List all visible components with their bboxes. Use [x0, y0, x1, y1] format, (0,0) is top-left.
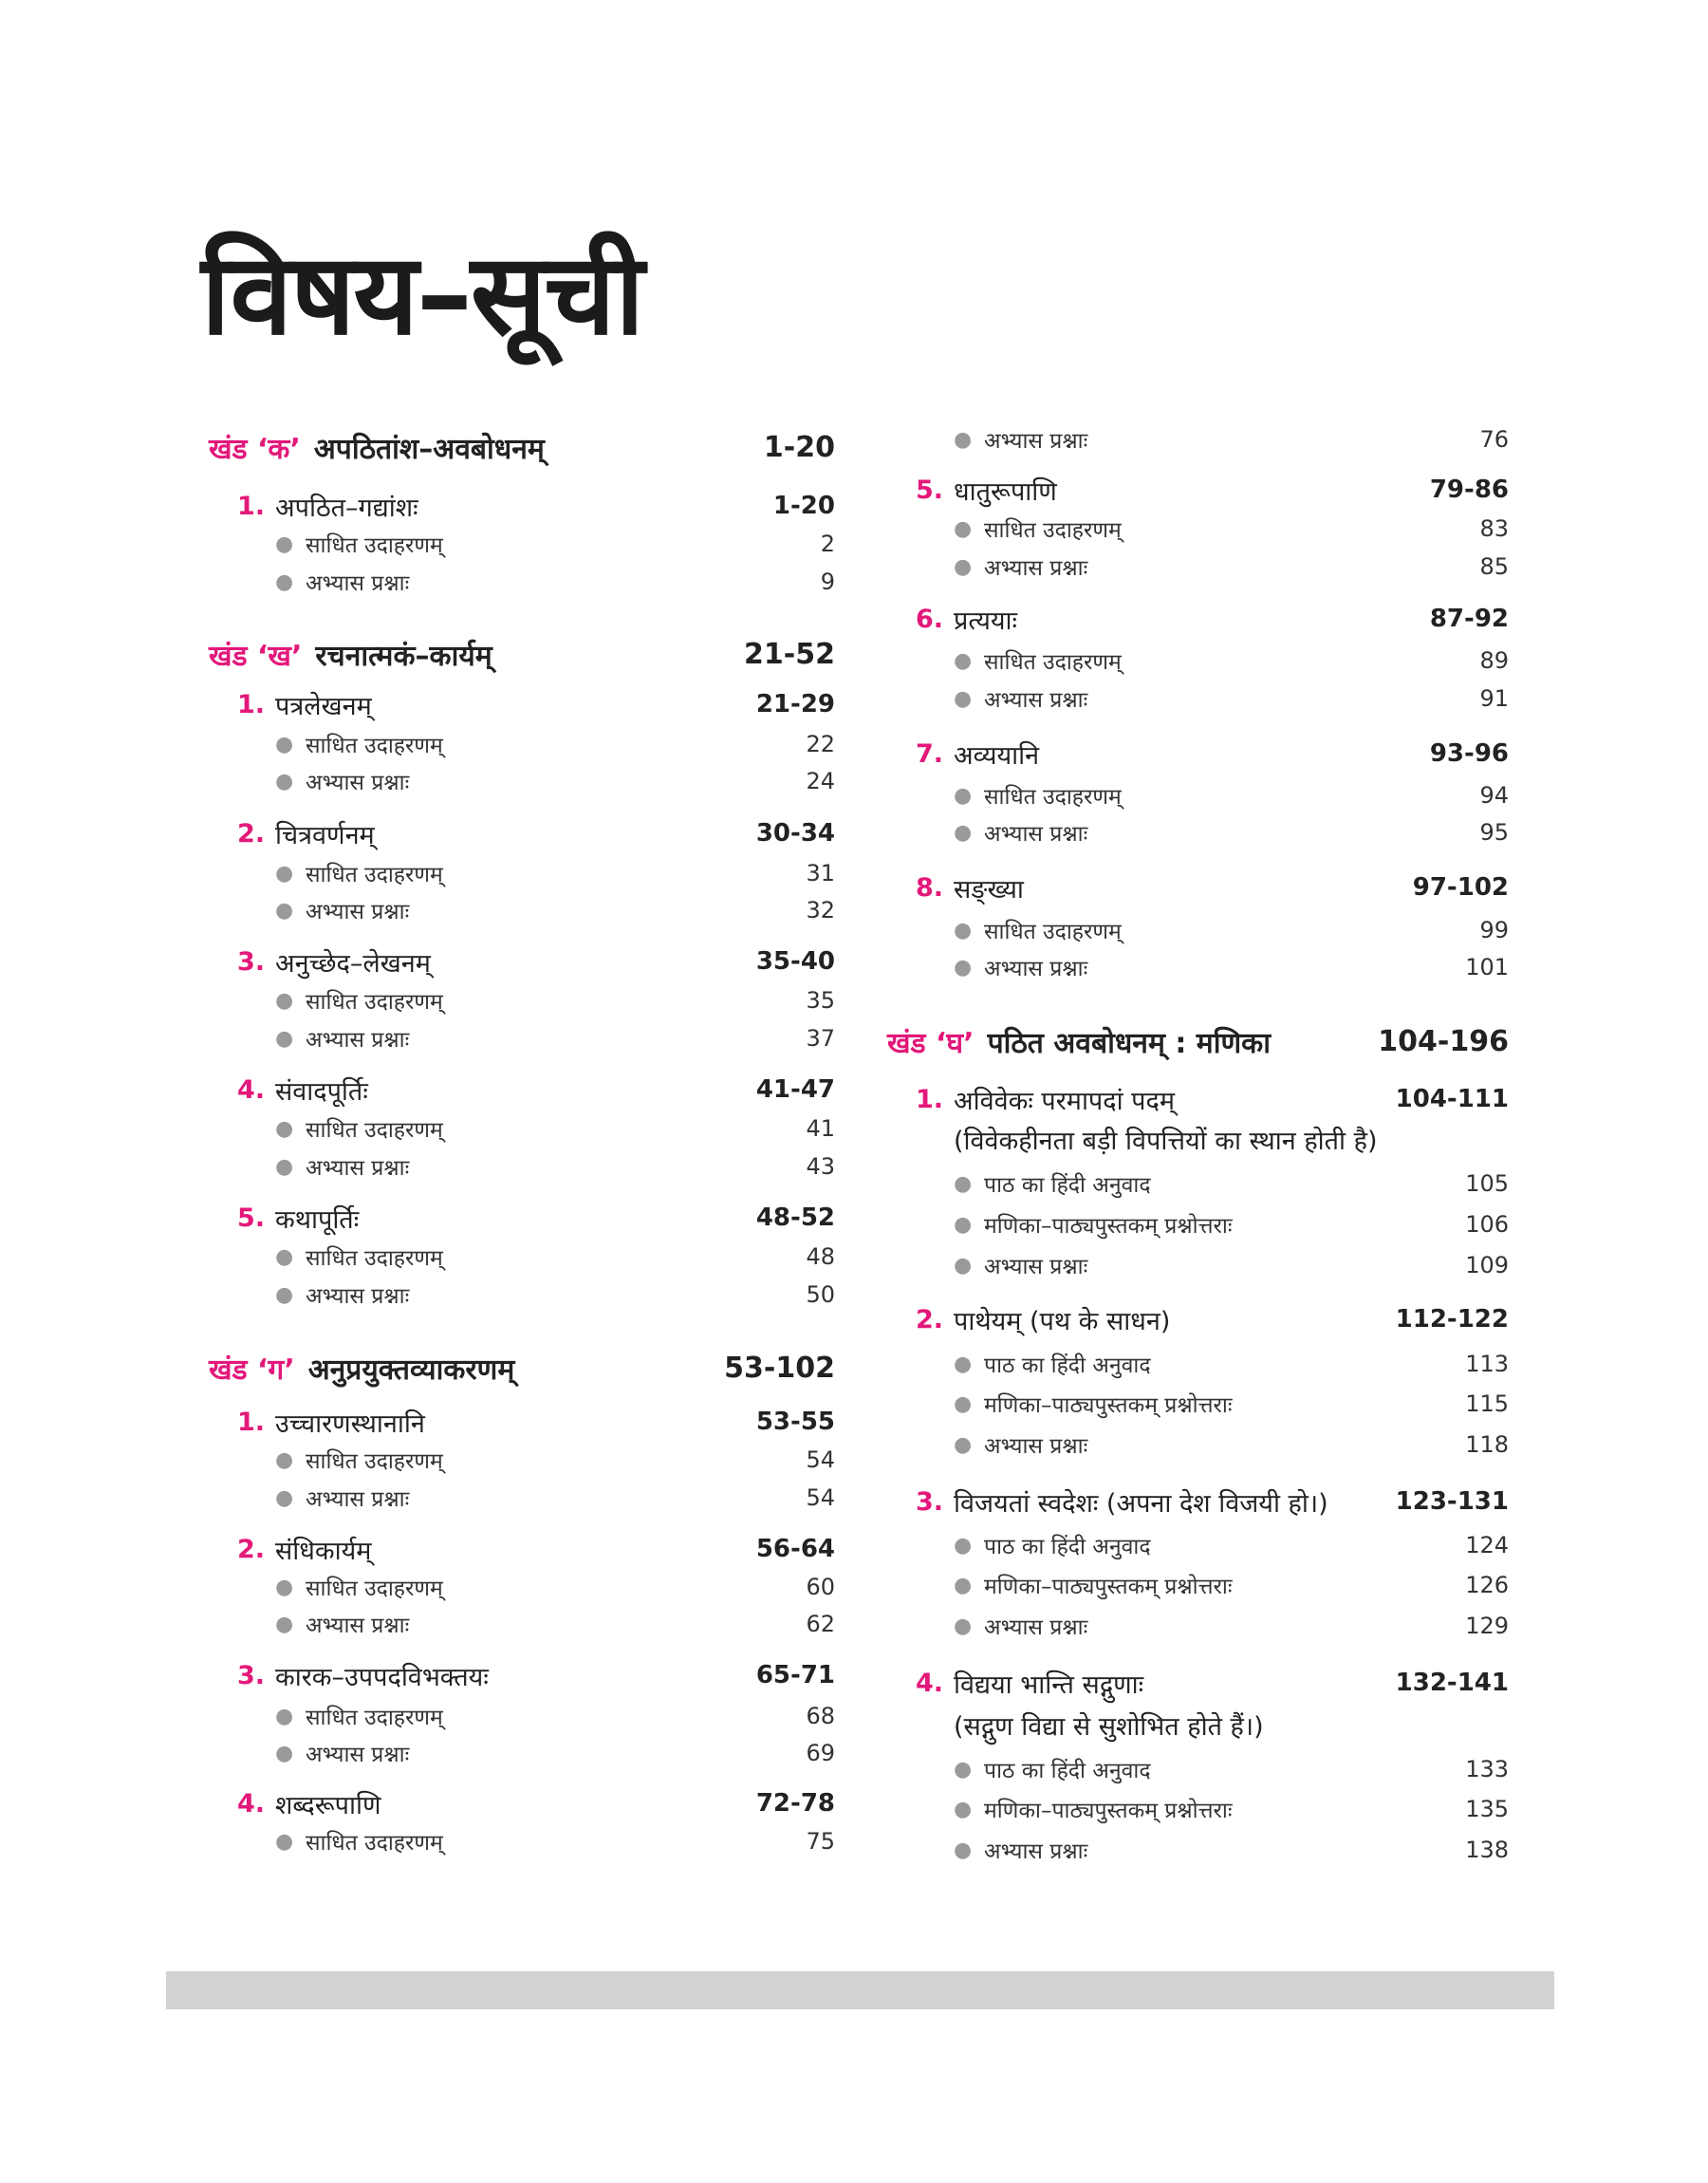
- entry-label: शब्दरूपाणि: [275, 1790, 381, 1820]
- page-number: 72-78: [755, 1789, 835, 1818]
- page-number: 35-40: [755, 947, 835, 976]
- entry-label: (सद्गुण विद्या से सुशोभित होते हैं।): [954, 1711, 1264, 1742]
- page-number: 91: [1479, 685, 1509, 712]
- bullet-icon: ●: [954, 1432, 973, 1457]
- entry-label: अभ्यास प्रश्नाः: [306, 771, 410, 795]
- page-number: 105: [1465, 1170, 1509, 1197]
- bullet-icon: ●: [954, 1573, 973, 1597]
- toc-sub-entry: [275, 1441, 835, 1479]
- entry-label: अभ्यास प्रश्नाः: [984, 1839, 1088, 1864]
- bullet-icon: ●: [954, 1757, 973, 1782]
- page-number: 104-111: [1395, 1085, 1509, 1113]
- page-number: 21-29: [755, 690, 835, 718]
- chapter-number: 7.: [916, 738, 944, 769]
- entry-label: अभ्यास प्रश्नाः: [984, 957, 1088, 981]
- chapter-number: 2.: [237, 1534, 266, 1564]
- entry-label: पाठ का हिंदी अनुवाद: [984, 1759, 1151, 1783]
- entry-label: विद्यया भान्ति सद्गुणाः: [954, 1670, 1144, 1700]
- entry-label: अभ्यास प्रश्नाः: [306, 1743, 410, 1767]
- bullet-icon: ●: [275, 1244, 294, 1269]
- entry-label: कारक–उपपदविभक्तयः: [275, 1662, 489, 1692]
- chapter-number: 2.: [237, 818, 266, 849]
- entry-label: पाथेयम् (पथ के साधन): [954, 1306, 1171, 1336]
- toc-section-heading: [209, 428, 835, 466]
- bullet-icon: ●: [954, 1533, 973, 1558]
- toc-sub-entry: [954, 776, 1509, 814]
- bullet-icon: ●: [954, 955, 973, 980]
- page-number: 21-52: [744, 637, 835, 671]
- toc-chapter-subtitle: [954, 1120, 1509, 1158]
- entry-label: साधित उदाहरणम्: [984, 920, 1122, 944]
- page-number: 104-196: [1378, 1024, 1509, 1058]
- entry-label: अविवेकः परमापदां पदम्: [954, 1086, 1176, 1116]
- toc-chapter-entry: [237, 1784, 835, 1822]
- bullet-icon: ●: [954, 918, 973, 942]
- chapter-number: 5.: [237, 1203, 266, 1233]
- page-number: 62: [806, 1611, 835, 1637]
- bullet-icon: ●: [954, 686, 973, 711]
- page-number: 109: [1465, 1252, 1509, 1278]
- page-number: 69: [806, 1740, 835, 1766]
- page-number: 95: [1479, 819, 1509, 846]
- page-number: 1-20: [763, 430, 835, 464]
- toc-sub-entry: [275, 854, 835, 892]
- toc-sub-entry: [275, 1479, 835, 1517]
- toc-chapter-entry: [916, 1483, 1509, 1521]
- entry-label: अभ्यास प्रश्नाः: [984, 822, 1088, 847]
- bullet-icon: ●: [275, 1447, 294, 1472]
- toc-sub-entry: [954, 1790, 1509, 1828]
- page-number: 118: [1465, 1431, 1509, 1458]
- toc-chapter-entry: [916, 1080, 1509, 1118]
- page-number: 41-47: [755, 1075, 835, 1104]
- toc-sub-entry: [954, 680, 1509, 718]
- entry-label: मणिका–पाठ्यपुस्तकम् प्रश्नोत्तराः: [984, 1214, 1233, 1239]
- page-number: 54: [806, 1446, 835, 1473]
- entry-label: अभ्यास प्रश्नाः: [984, 1434, 1088, 1459]
- page-number: 113: [1465, 1351, 1509, 1377]
- page-number: 31: [806, 860, 835, 886]
- bullet-icon: ●: [275, 1829, 294, 1854]
- entry-label: अभ्यास प्रश्नाः: [306, 1284, 410, 1309]
- page-number: 9: [820, 569, 835, 595]
- toc-sub-entry: [275, 1110, 835, 1147]
- entry-label: अव्ययानि: [954, 740, 1040, 771]
- toc-chapter-entry: [237, 1071, 835, 1109]
- page-number: 41: [806, 1115, 835, 1142]
- toc-sub-entry: [954, 642, 1509, 680]
- bullet-icon: ●: [954, 783, 973, 808]
- page-number: 35: [806, 987, 835, 1014]
- page-number: 53-55: [755, 1408, 835, 1436]
- toc-sub-entry: [954, 548, 1509, 586]
- page-number: 87-92: [1429, 605, 1509, 633]
- entry-label: पत्रलेखनम्: [275, 691, 372, 721]
- toc-sub-entry: [954, 1566, 1509, 1604]
- page-number: 48-52: [755, 1203, 835, 1232]
- page-number: 75: [806, 1828, 835, 1855]
- bullet-icon: ●: [275, 1612, 294, 1636]
- entry-label: कथापूर्तिः: [275, 1204, 360, 1235]
- toc-sub-entry: [954, 1205, 1509, 1243]
- page-number: 76: [1479, 426, 1509, 453]
- toc-sub-entry: [954, 911, 1509, 949]
- toc-chapter-entry: [237, 685, 835, 723]
- entry-label: साधित उदाहरणम्: [306, 990, 443, 1015]
- toc-sub-entry: [954, 948, 1509, 986]
- chapter-number: 3.: [237, 1660, 266, 1690]
- page-number: 32: [806, 897, 835, 924]
- bullet-icon: ●: [954, 1212, 973, 1237]
- page-number: 79-86: [1429, 476, 1509, 504]
- page-number: 99: [1479, 917, 1509, 943]
- toc-sub-entry: [954, 1165, 1509, 1203]
- page-number: 54: [806, 1484, 835, 1511]
- entry-label: साधित उदाहरणम्: [306, 1831, 443, 1856]
- page-number: 93-96: [1429, 739, 1509, 768]
- bullet-icon: ●: [275, 732, 294, 756]
- bullet-icon: ●: [275, 1026, 294, 1051]
- page-number: 126: [1465, 1572, 1509, 1598]
- page-number: 133: [1465, 1756, 1509, 1782]
- toc-sub-entry: [275, 725, 835, 763]
- entry-label: साधित उदाहरणम्: [984, 785, 1122, 810]
- bullet-icon: ●: [954, 820, 973, 845]
- toc-sub-entry: [954, 1246, 1509, 1284]
- section-khand-label: खंड ‘घ’: [887, 1026, 975, 1060]
- entry-label: साधित उदाहरणम्: [306, 1118, 443, 1143]
- bullet-icon: ●: [954, 1797, 973, 1821]
- toc-section-heading: [209, 1349, 835, 1387]
- entry-label: रचनात्मकं–कार्यम्: [315, 639, 492, 673]
- chapter-number: 4.: [916, 1668, 944, 1698]
- page-number: 89: [1479, 647, 1509, 674]
- page-number: 60: [806, 1574, 835, 1600]
- chapter-number: 3.: [916, 1486, 944, 1517]
- toc-sub-entry: [275, 891, 835, 929]
- toc-chapter-entry: [916, 1664, 1509, 1702]
- bullet-icon: ●: [954, 1253, 973, 1278]
- page-number: 132-141: [1395, 1669, 1509, 1697]
- bullet-icon: ●: [275, 1154, 294, 1179]
- page-number: 48: [806, 1243, 835, 1270]
- toc-chapter-entry: [916, 471, 1509, 509]
- toc-sub-entry: [954, 420, 1509, 458]
- chapter-number: 8.: [916, 872, 944, 903]
- entry-label: अभ्यास प्रश्नाः: [984, 1255, 1088, 1279]
- entry-label: अनुच्छेद–लेखनम्: [275, 948, 431, 979]
- bullet-icon: ●: [954, 516, 973, 541]
- toc-chapter-entry: [916, 600, 1509, 638]
- chapter-number: 6.: [916, 604, 944, 634]
- bullet-icon: ●: [954, 1614, 973, 1638]
- entry-label: अभ्यास प्रश्नाः: [984, 1615, 1088, 1640]
- toc-sub-entry: [954, 1526, 1509, 1564]
- chapter-number: 1.: [237, 491, 266, 521]
- entry-label: पाठ का हिंदी अनुवाद: [984, 1535, 1151, 1559]
- page-number: 138: [1465, 1837, 1509, 1863]
- entry-label: अभ्यास प्रश्नाः: [984, 429, 1088, 454]
- toc-sub-entry: [275, 1238, 835, 1276]
- toc-sub-entry: [954, 1345, 1509, 1383]
- toc-chapter-entry: [237, 1530, 835, 1568]
- entry-label: धातुरूपाणि: [954, 476, 1057, 507]
- bullet-icon: ●: [275, 988, 294, 1013]
- page-number: 129: [1465, 1613, 1509, 1639]
- bullet-icon: ●: [954, 648, 973, 673]
- bullet-icon: ●: [954, 1391, 973, 1416]
- toc-sub-entry: [275, 1276, 835, 1314]
- bullet-icon: ●: [275, 532, 294, 556]
- section-khand-label: खंड ‘ग’: [209, 1353, 295, 1387]
- entry-label: साधित उदाहरणम्: [306, 1449, 443, 1474]
- chapter-number: 1.: [916, 1084, 944, 1114]
- bullet-icon: ●: [954, 1171, 973, 1196]
- toc-sub-entry: [954, 1426, 1509, 1464]
- page-number: 37: [806, 1025, 835, 1052]
- entry-label: चित्रवर्णनम्: [275, 820, 375, 850]
- entry-label: अभ्यास प्रश्नाः: [306, 1614, 410, 1638]
- toc-sub-entry: [275, 1147, 835, 1185]
- toc-chapter-entry: [237, 814, 835, 852]
- page-number: 135: [1465, 1796, 1509, 1822]
- page-number: 106: [1465, 1211, 1509, 1238]
- toc-sub-entry: [275, 981, 835, 1019]
- entry-label: साधित उदाहरणम्: [306, 863, 443, 887]
- toc-sub-entry: [275, 563, 835, 601]
- section-khand-label: खंड ‘क’: [209, 432, 301, 466]
- toc-chapter-entry: [916, 1300, 1509, 1338]
- toc-sub-entry: [954, 1607, 1509, 1645]
- entry-label: साधित उदाहरणम्: [984, 650, 1122, 675]
- toc-sub-entry: [275, 525, 835, 563]
- entry-label: पठित अवबोधनम् : मणिका: [987, 1026, 1271, 1060]
- entry-label: मणिका–पाठ्यपुस्तकम् प्रश्नोत्तराः: [984, 1393, 1233, 1418]
- chapter-number: 2.: [916, 1304, 944, 1334]
- entry-label: उच्चारणस्थानानि: [275, 1409, 425, 1439]
- section-khand-label: खंड ‘ख’: [209, 639, 303, 673]
- entry-label: अभ्यास प्रश्नाः: [306, 900, 410, 924]
- page-number: 50: [806, 1281, 835, 1308]
- bullet-icon: ●: [275, 1704, 294, 1728]
- toc-chapter-entry: [916, 868, 1509, 906]
- entry-label: विजयतां स्वदेशः (अपना देश विजयी हो।): [954, 1488, 1328, 1519]
- chapter-number: 1.: [237, 689, 266, 719]
- bullet-icon: ●: [954, 554, 973, 579]
- bullet-icon: ●: [275, 1575, 294, 1599]
- entry-label: साधित उदाहरणम्: [306, 1577, 443, 1601]
- chapter-number: 4.: [237, 1074, 266, 1105]
- page-number: 112-122: [1395, 1305, 1509, 1334]
- entry-label: साधित उदाहरणम्: [306, 1706, 443, 1730]
- chapter-number: 3.: [237, 946, 266, 977]
- bullet-icon: ●: [954, 427, 973, 452]
- entry-label: अभ्यास प्रश्नाः: [306, 1487, 410, 1512]
- bullet-icon: ●: [275, 569, 294, 594]
- toc-sub-entry: [275, 762, 835, 800]
- toc-chapter-entry: [237, 1403, 835, 1441]
- toc-chapter-entry: [237, 1199, 835, 1237]
- toc-section-heading: [209, 635, 835, 673]
- page-number: 24: [806, 768, 835, 794]
- toc-section-heading: [887, 1022, 1509, 1060]
- page-number: 94: [1479, 782, 1509, 809]
- bullet-icon: ●: [275, 1741, 294, 1765]
- page-number: 101: [1465, 954, 1509, 980]
- page-number: 22: [806, 731, 835, 757]
- entry-label: अभ्यास प्रश्नाः: [306, 571, 410, 596]
- entry-label: संधिकार्यम्: [275, 1536, 372, 1566]
- toc-chapter-subtitle: [954, 1706, 1509, 1744]
- entry-label: अनुप्रयुक्तव्याकरणम्: [307, 1353, 515, 1387]
- bullet-icon: ●: [275, 1485, 294, 1510]
- bullet-icon: ●: [275, 898, 294, 923]
- entry-label: साधित उदाहरणम्: [984, 518, 1122, 543]
- toc-sub-entry: [954, 1831, 1509, 1869]
- toc-sub-entry: [954, 510, 1509, 548]
- toc-sub-entry: [275, 1697, 835, 1735]
- entry-label: मणिका–पाठ्यपुस्तकम् प्रश्नोत्तराः: [984, 1799, 1233, 1823]
- bullet-icon: ●: [275, 1282, 294, 1307]
- entry-label: साधित उदाहरणम्: [306, 734, 443, 758]
- page-number: 56-64: [755, 1535, 835, 1563]
- bullet-icon: ●: [275, 861, 294, 886]
- entry-label: सङ्ख्या: [954, 874, 1024, 905]
- toc-sub-entry: [954, 1385, 1509, 1423]
- page-number: 123-131: [1395, 1487, 1509, 1516]
- page-number: 43: [806, 1153, 835, 1180]
- entry-label: अभ्यास प्रश्नाः: [306, 1028, 410, 1053]
- entry-label: पाठ का हिंदी अनुवाद: [984, 1353, 1151, 1378]
- page-number: 65-71: [755, 1661, 835, 1689]
- entry-label: संवादपूर्तिः: [275, 1076, 368, 1107]
- entry-label: अभ्यास प्रश्नाः: [984, 556, 1088, 581]
- page-number: 83: [1479, 515, 1509, 542]
- toc-sub-entry: [275, 1822, 835, 1860]
- entry-label: अपठित–गद्यांशः: [275, 493, 418, 523]
- page-number: 1-20: [772, 492, 835, 520]
- page-number: 53-102: [724, 1351, 835, 1385]
- page-number: 97-102: [1412, 873, 1509, 902]
- page-number: 30-34: [755, 819, 835, 848]
- page-number: 115: [1465, 1390, 1509, 1417]
- entry-label: (विवेकहीनता बड़ी विपत्तियों का स्थान होती है): [954, 1126, 1378, 1156]
- bullet-icon: ●: [954, 1352, 973, 1376]
- toc-chapter-entry: [237, 942, 835, 980]
- entry-label: प्रत्ययाः: [954, 606, 1017, 636]
- toc-sub-entry: [954, 813, 1509, 851]
- bullet-icon: ●: [954, 1838, 973, 1862]
- entry-label: साधित उदाहरणम्: [306, 533, 443, 558]
- toc-sub-entry: [275, 1605, 835, 1643]
- page-title: विषय–सूची: [201, 229, 643, 360]
- page-number: 68: [806, 1703, 835, 1729]
- page-number: 85: [1479, 553, 1509, 580]
- chapter-number: 1.: [237, 1407, 266, 1437]
- toc-sub-entry: [275, 1734, 835, 1772]
- entry-label: अपठितांश–अवबोधनम्: [313, 432, 545, 466]
- entry-label: साधित उदाहरणम्: [306, 1246, 443, 1271]
- page-number: 2: [820, 531, 835, 557]
- bullet-icon: ●: [275, 1116, 294, 1141]
- entry-label: पाठ का हिंदी अनुवाद: [984, 1173, 1151, 1198]
- page-number: 124: [1465, 1532, 1509, 1558]
- entry-label: अभ्यास प्रश्नाः: [984, 688, 1088, 713]
- toc-sub-entry: [275, 1019, 835, 1057]
- chapter-number: 5.: [916, 475, 944, 505]
- toc-chapter-entry: [237, 1656, 835, 1694]
- entry-label: मणिका–पाठ्यपुस्तकम् प्रश्नोत्तराः: [984, 1575, 1233, 1599]
- entry-label: अभ्यास प्रश्नाः: [306, 1156, 410, 1181]
- toc-chapter-entry: [916, 735, 1509, 773]
- bullet-icon: ●: [275, 769, 294, 793]
- footer-bar: [166, 1971, 1554, 2009]
- toc-sub-entry: [275, 1568, 835, 1606]
- chapter-number: 4.: [237, 1788, 266, 1819]
- toc-sub-entry: [954, 1750, 1509, 1788]
- toc-chapter-entry: [237, 487, 835, 525]
